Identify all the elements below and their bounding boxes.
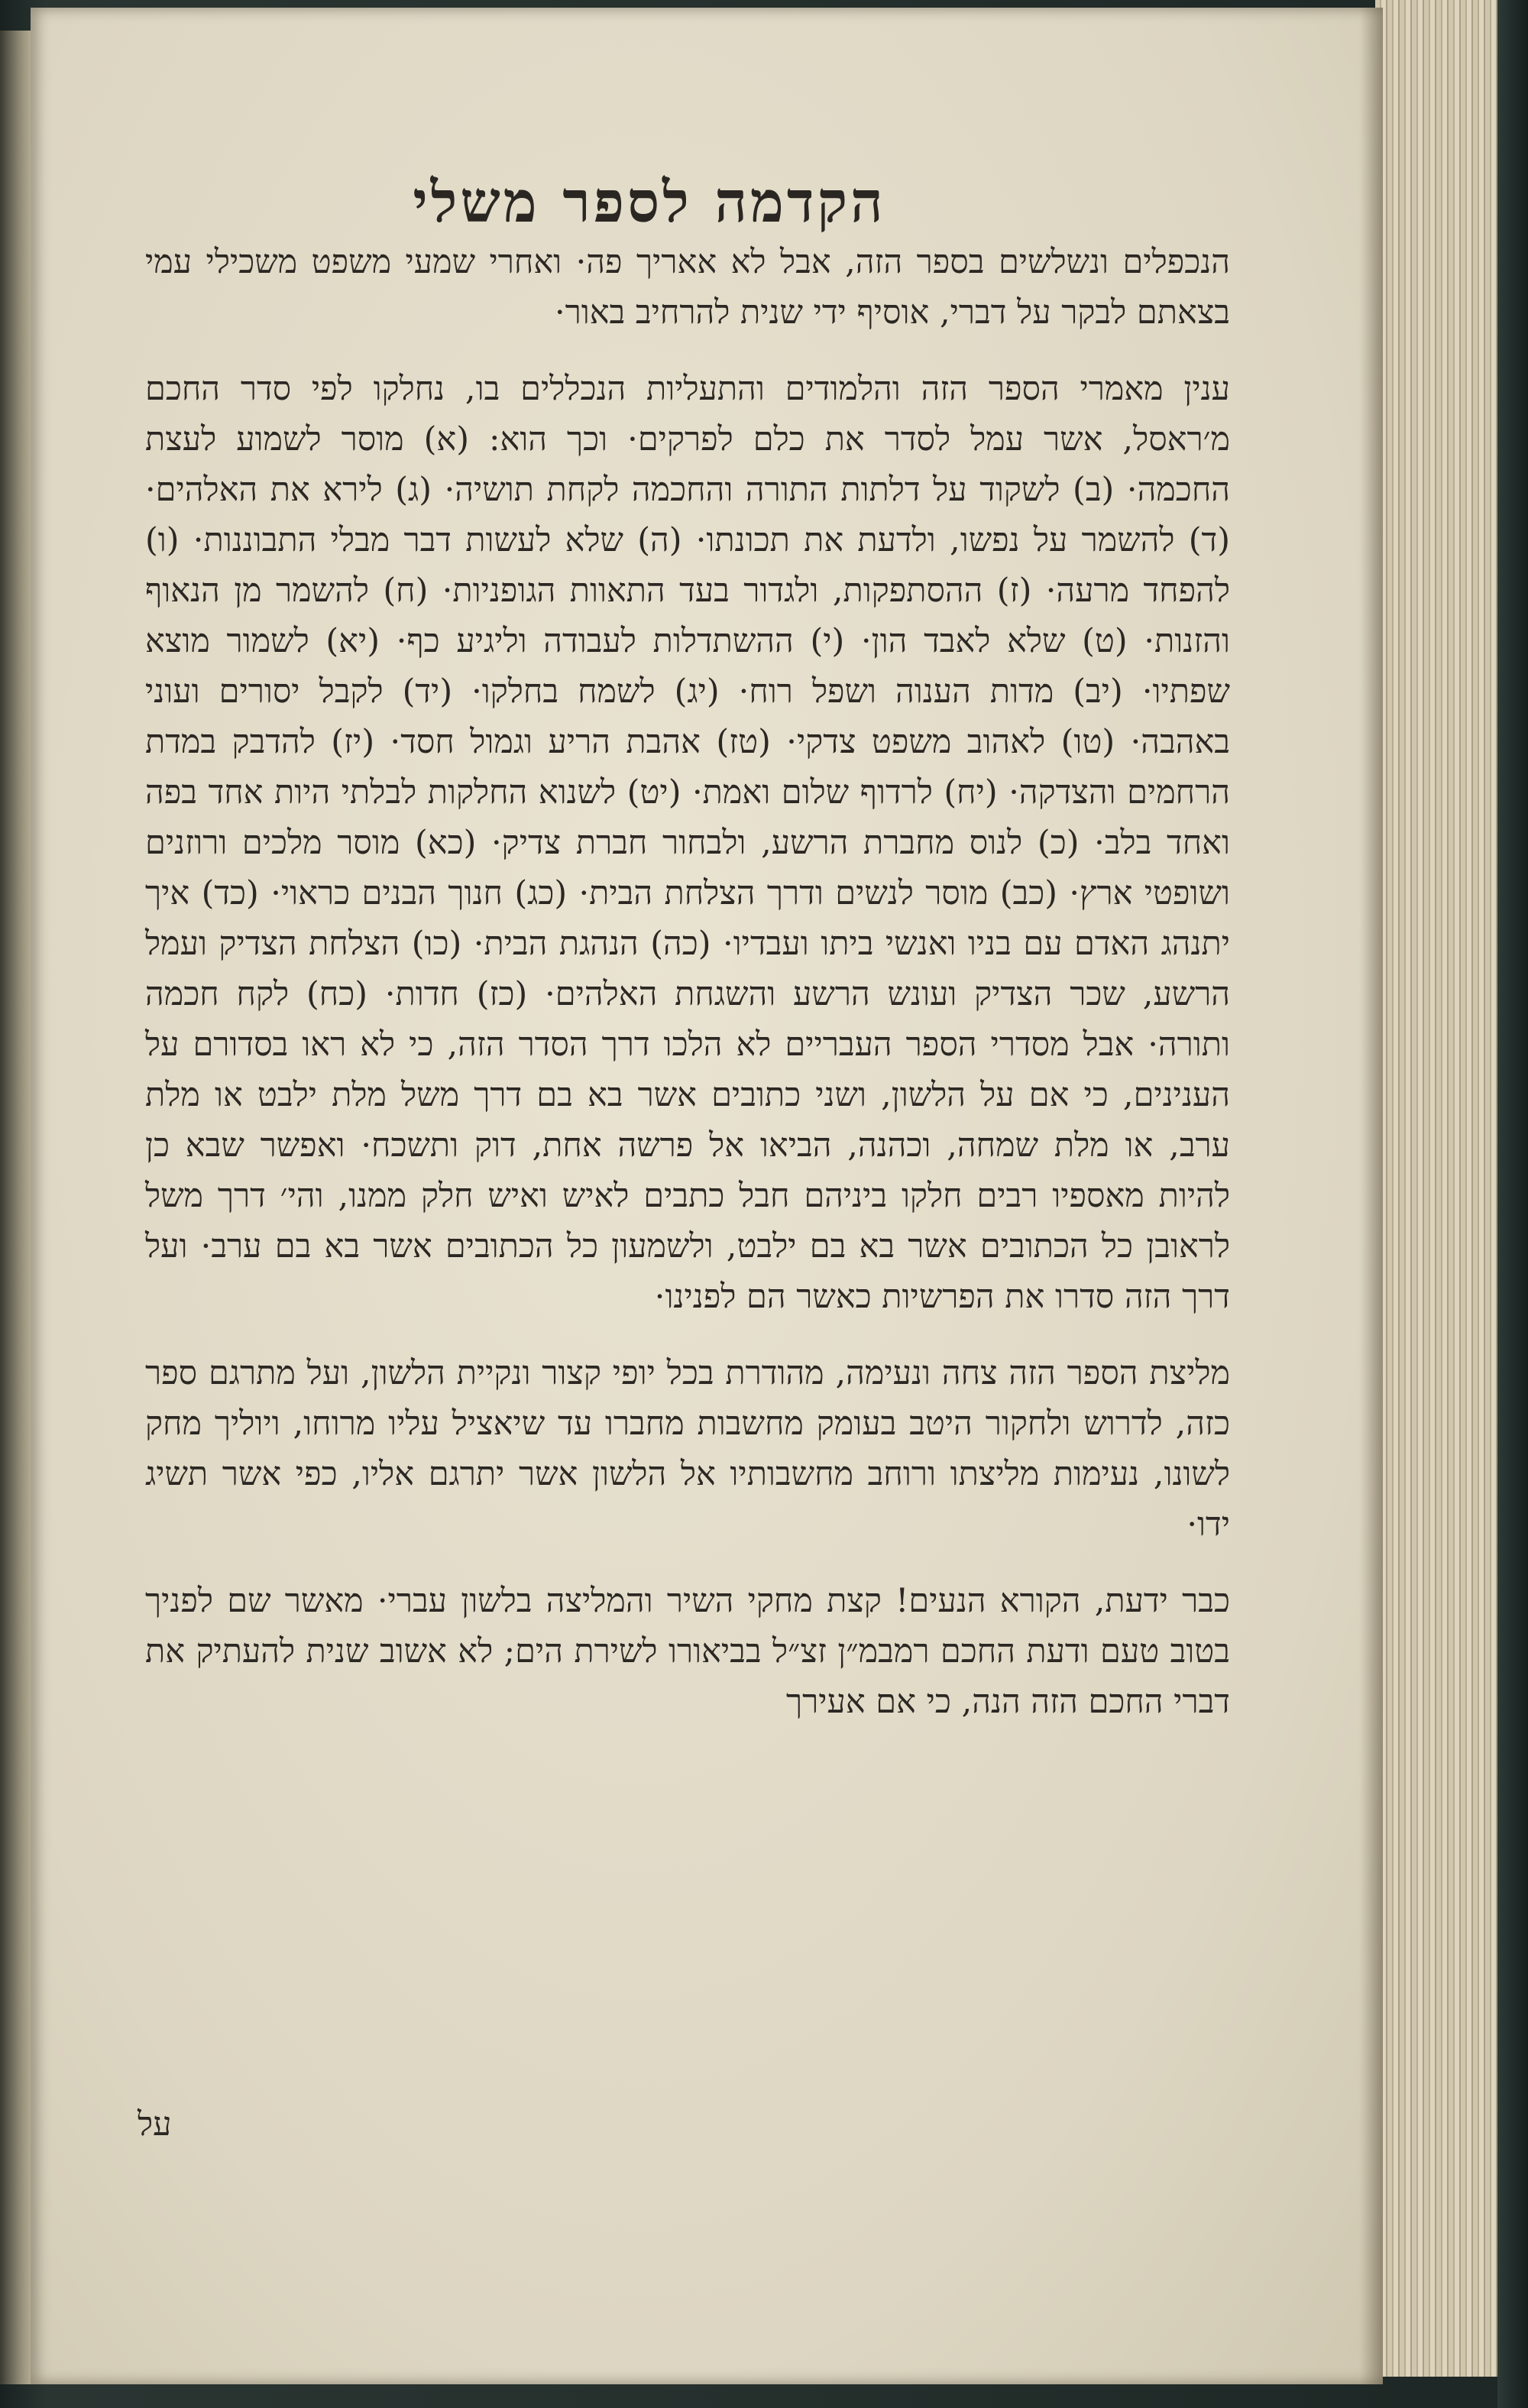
page-title: הקדמה לספר משלי bbox=[413, 170, 886, 235]
book-page bbox=[31, 8, 1383, 2384]
paragraph-continuation: הנכפלים ונשלשים בספר הזה, אבל לא אאריך פה· ואחרי שמעי משפט משכילי עמי בצאתם לבקר על דברי, אוסיף ידי שנית להרחיב באור· bbox=[145, 243, 1230, 332]
book-cover-edge bbox=[1497, 0, 1528, 2408]
paragraph-poetry: כבר ידעת, הקורא הנעים! קצת מחקי השיר והמליצה בלשון עברי· מאשר שם לפניך בטוב טעם ודעת החכם רמבמ״ן זצ״ל בביאורו לשירת הים; לא אשוב שנית להעתיק את דברי החכם הזה הנה, כי אם אעירך bbox=[145, 1582, 1230, 1721]
paragraph-contents-list: ענין מאמרי הספר הזה והלמודים והתעליות הנכללים בו, נחלקו לפי סדר החכם מ׳ראסל, אשר עמל לסדר את כלם לפרקים· וכך הוא: (א) מוסר לשמוע לעצת החכמה· (ב) לשקוד על דלתות התורה והחכמה לקחת תושיה· (ג) לירא את האלהים· (ד) להשמר על נפשו, ולדעת את תכונתו· (ה) שלא לעשות דבר מבלי התבוננות· (ו) להפחד מרעה· (ז) ההסתפקות, ולגדור בעד התאוות הגופניות· (ח) להשמר מן הנאוף והזנות· (ט) שלא לאבד הון· (י) ההשתדלות לעבודה וליגיע כף· (יא) לשמור מוצא שפתיו· (יב) מדות הענוה ושפל רוח· (יג) לשמח בחלקו· (יד) לקבל יסורים ועוני באהבה· (טו) לאהוב משפט צדקי· (טז) אהבת הריע וגמול חסד· (יז) להדבק במדת הרחמים והצדקה· (יח) לרדוף שלום ואמת· (יט) לשנוא החלקות לבלתי היות אחד בפה ואחד בלב· (כ) לנוס מחברת הרשע, ולבחור חברת צדיק· (כא) מוסר מלכים ורוזנים ושופטי ארץ· (כב) מוסר לנשים ודרך הצלחת הבית· (כג) חנוך הבנים כראוי· (כד) איך יתנהג האדם עם בניו ואנשי ביתו ועבדיו· (כה) הנהגת הבית· (כו) הצלחת הצדיק ועמל הרשע, שכר הצדיק ועונש הרשע והשגחת האלהים· (כז) חדות· (כח) לקח חכמה ותורה· אבל מסדרי הספר העבריים לא הלכו דרך הסדר הזה, כי לא ראו בסדורם על הענינים, כי אם על הלשון, ושני כתובים אשר בא בם דרך משל מלת ילבט או מלת ערב, או מלת שמחה, וכהנה, הביאו אל פרשה אחת, דוק ותשכח· ואפשר שבא כן להיות מאספיו רבים חלקו ביניהם חבל כתבים לאיש ואיש חלק ממנו, והי׳ דרך משל לראובן כל הכתובים אשר בא בם ילבט, ולשמעון כל הכתובים אשר בא בם ערב· ועל דרך הזה סדרו את הפרשיות כאשר הם לפנינו· bbox=[145, 370, 1230, 1316]
catchword: על bbox=[138, 2105, 172, 2144]
body-text bbox=[145, 237, 1230, 1727]
left-page-edge bbox=[0, 31, 31, 2384]
page-edges-stack bbox=[1375, 0, 1513, 2377]
page-gutter-shadow bbox=[1360, 8, 1383, 2384]
paragraph-style: מליצת הספר הזה צחה ונעימה, מהודרת בכל יופי קצור ונקיית הלשון, ועל מתרגם ספר כזה, לדרוש ולחקור היטב בעומק מחשבות מחברו עד שיאציל עליו מרוחו, ויוליך מחק לשונו, נעימות מליצתו ורוחב מחשבותיו אל הלשון אשר יתרגם אליו, כפי אשר תשיג ידו· bbox=[145, 1354, 1230, 1544]
